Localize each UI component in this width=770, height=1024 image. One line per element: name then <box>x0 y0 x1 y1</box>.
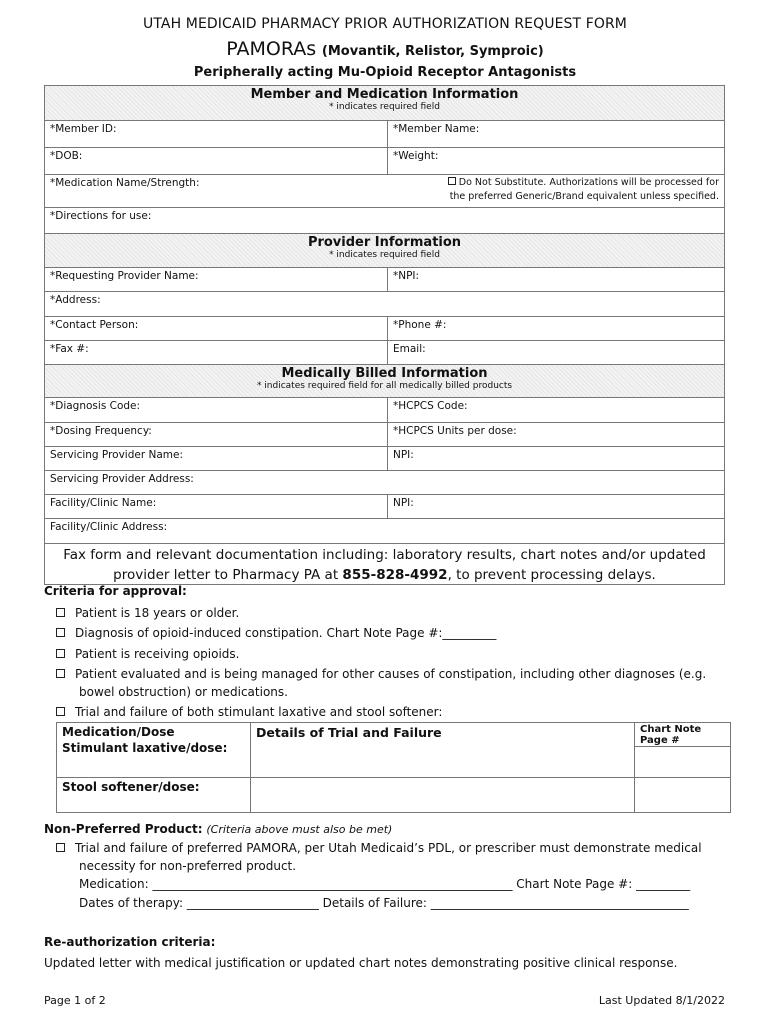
member-section-title: Member and Medication Information <box>250 87 519 102</box>
criteria-item[interactable] <box>56 665 706 683</box>
stimulant-details-cell[interactable] <box>250 746 634 778</box>
checkbox-icon[interactable] <box>56 669 65 678</box>
non-preferred-item[interactable] <box>56 839 702 857</box>
checkbox-icon[interactable] <box>56 608 65 617</box>
stool-chart-note-cell[interactable] <box>634 778 730 812</box>
criteria-item-text: Patient is 18 years or older. <box>75 606 240 620</box>
fax-notice-post: , to prevent processing delays. <box>447 567 656 583</box>
criteria-item[interactable] <box>56 624 496 642</box>
medication-row <box>45 174 724 207</box>
criteria-item[interactable] <box>56 645 240 663</box>
directions-row <box>45 207 724 233</box>
fax-field[interactable]: *Fax #: <box>50 343 89 355</box>
fax-notice-line1: Fax form and relevant documentation including: laboratory results, chart notes and/or updated <box>63 547 706 563</box>
directions-field[interactable]: *Directions for use: <box>50 210 152 222</box>
email-field[interactable]: Email: <box>387 341 724 364</box>
checkbox-icon[interactable] <box>56 628 65 637</box>
hcpcs-units-field[interactable]: *HCPCS Units per dose: <box>387 423 724 446</box>
non-preferred-item-continued: necessity for non-preferred product. <box>79 859 297 873</box>
chart-note-header: Chart Note Page # <box>634 723 730 747</box>
checkbox-icon[interactable] <box>448 177 456 185</box>
dns-note-line2: the preferred Generic/Brand equivalent unless specified. <box>449 191 719 202</box>
checkbox-icon[interactable] <box>56 649 65 658</box>
address-field[interactable]: *Address: <box>50 294 101 306</box>
reauth-title: Re-authorization criteria: <box>44 935 216 949</box>
page-number: Page 1 of 2 <box>44 994 106 1007</box>
diagnosis-row <box>45 397 724 422</box>
contact-field[interactable]: *Contact Person: <box>50 319 139 331</box>
criteria-item-text: Patient evaluated and is being managed for other causes of constipation, including other diagnoses (e.g. <box>75 667 707 681</box>
address-row <box>45 291 724 316</box>
hcpcs-field[interactable]: *HCPCS Code: <box>387 398 724 422</box>
fax-row <box>45 340 724 364</box>
stool-details-cell[interactable] <box>250 778 634 812</box>
weight-field[interactable]: *Weight: <box>387 148 724 174</box>
dosing-row <box>45 422 724 446</box>
non-preferred-heading <box>44 822 392 836</box>
facility-address-row <box>45 518 724 543</box>
servicing-address-row <box>45 470 724 494</box>
facility-npi-field[interactable]: NPI: <box>387 495 724 518</box>
medication-field[interactable]: *Medication Name/Strength: <box>50 177 200 189</box>
billed-section-title: Medically Billed Information <box>281 366 488 381</box>
dob-row <box>45 147 724 174</box>
non-preferred-note: (Criteria above must also be met) <box>206 823 393 836</box>
provider-section-header <box>45 233 724 267</box>
servicing-provider-field[interactable]: Servicing Provider Name: <box>50 449 184 461</box>
provider-name-field[interactable]: *Requesting Provider Name: <box>50 270 199 282</box>
non-preferred-item-text: Trial and failure of preferred PAMORA, per Utah Medicaid’s PDL, or prescriber must demonstrate medical <box>75 841 702 855</box>
non-preferred-medication-line[interactable]: Medication: ____________________________________________________________ Chart Note Page #: _________ <box>79 877 691 891</box>
criteria-item-continued: bowel obstruction) or medications. <box>79 685 288 699</box>
stimulant-chart-note-cell[interactable] <box>634 747 730 778</box>
drug-brands: (Movantik, Relistor, Symproic) <box>321 44 544 59</box>
billed-section-subtitle: * indicates required field for all medically billed products <box>256 381 513 391</box>
drug-class: Peripherally acting Mu-Opioid Receptor Antagonists <box>193 65 577 80</box>
fax-notice-pre: provider letter to Pharmacy PA at <box>113 567 343 583</box>
npi-field[interactable]: *NPI: <box>387 268 724 291</box>
criteria-item-text: Diagnosis of opioid-induced constipation. Chart Note Page #:_________ <box>75 626 497 640</box>
criteria-item[interactable] <box>56 604 239 622</box>
servicing-provider-row <box>45 446 724 470</box>
facility-name-field[interactable]: Facility/Clinic Name: <box>50 497 157 509</box>
dosing-field[interactable]: *Dosing Frequency: <box>50 425 152 437</box>
servicing-address-field[interactable]: Servicing Provider Address: <box>50 473 194 485</box>
drug-title <box>0 38 770 60</box>
fax-notice-text <box>45 544 724 585</box>
diagnosis-field[interactable]: *Diagnosis Code: <box>50 400 141 412</box>
servicing-npi-field[interactable]: NPI: <box>387 447 724 470</box>
non-preferred-dates-line[interactable]: Dates of therapy: ______________________ Details of Failure: ___________________________________________ <box>79 896 689 910</box>
do-not-substitute[interactable] <box>425 175 724 207</box>
facility-row <box>45 494 724 518</box>
phone-field[interactable]: *Phone #: <box>387 317 724 340</box>
form-title: UTAH MEDICAID PHARMACY PRIOR AUTHORIZATION REQUEST FORM <box>143 16 627 32</box>
billed-section-header <box>45 364 724 397</box>
criteria-title: Criteria for approval: <box>44 584 187 598</box>
trial-failure-table <box>56 722 731 813</box>
fax-phone-number[interactable]: 855-828-4992 <box>342 567 448 583</box>
dns-note-line1: Do Not Substitute. Authorizations will be processed for <box>458 177 719 188</box>
provider-section-subtitle: * indicates required field <box>329 250 440 260</box>
medication-dose-header: Medication/Dose <box>62 725 175 739</box>
drug-name: PAMORAs <box>226 38 317 60</box>
criteria-item[interactable] <box>56 703 442 721</box>
fax-notice <box>45 543 724 584</box>
member-medication-table <box>44 85 725 585</box>
stimulant-laxative-cell[interactable]: Stimulant laxative/dose: <box>57 739 250 778</box>
last-updated: Last Updated 8/1/2022 <box>598 994 725 1007</box>
member-section-header <box>45 86 724 120</box>
member-name-field[interactable]: *Member Name: <box>387 121 724 147</box>
non-preferred-title: Non-Preferred Product: <box>44 822 203 836</box>
member-section-subtitle: * indicates required field <box>329 102 440 112</box>
checkbox-icon[interactable] <box>56 707 65 716</box>
contact-row <box>45 316 724 340</box>
reauth-text: Updated letter with medical justification or updated chart notes demonstrating positive clinical response. <box>44 956 678 970</box>
member-id-row <box>45 120 724 147</box>
provider-section-title: Provider Information <box>307 235 462 250</box>
criteria-item-text: Patient is receiving opioids. <box>75 647 240 661</box>
stool-softener-cell[interactable]: Stool softener/dose: <box>62 780 200 794</box>
checkbox-icon[interactable] <box>56 843 65 852</box>
fax-notice-line2 <box>45 565 724 585</box>
provider-name-row <box>45 267 724 291</box>
details-header: Details of Trial and Failure <box>250 723 634 778</box>
dob-field[interactable]: *DOB: <box>50 150 83 162</box>
criteria-item-text: Trial and failure of both stimulant laxative and stool softener: <box>75 705 443 719</box>
facility-address-field[interactable]: Facility/Clinic Address: <box>50 521 168 533</box>
member-id-field[interactable]: *Member ID: <box>50 123 117 135</box>
